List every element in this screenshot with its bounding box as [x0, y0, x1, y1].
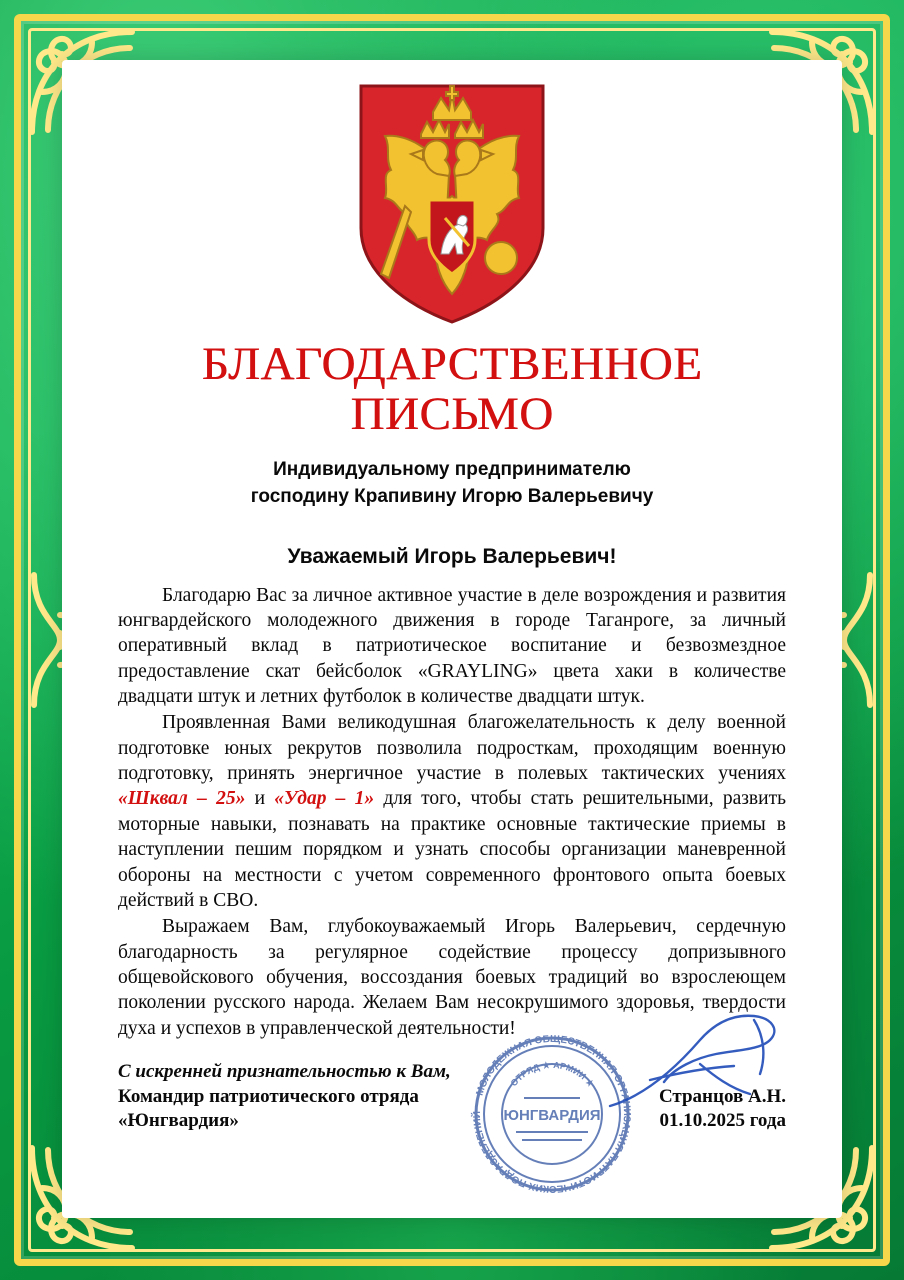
addressee-line-1: Индивидуальному предпринимателю [273, 458, 631, 480]
paragraph-2-part-1: Проявленная Вами великодушная благожелательность к делу военной подготовке юных рекрутов позволила подросткам, проходящим военную подготовку, принять энергичное участие в полевых тактических учениях [118, 712, 786, 785]
paragraph-1: Благодарю Вас за личное активное участие в деле возрождения и развития юнгвардейского молодежного движения в городе Таганроге, за личный оперативный вклад в патриотическое воспитание и безвозмездное предоставление скат бейсболок «GRAYLING» цвета хаки в количестве двадцати штук и летних футболок в количестве двадцати штук. [118, 584, 786, 708]
addressee-line-2: господину Крапивину Игорю Валерьевичу [250, 486, 654, 508]
addressee-block [118, 456, 786, 511]
letter-body [118, 583, 786, 1041]
title-line-1: БЛАГОДАРСТВЕННОЕ [201, 338, 703, 390]
title-line-2: ПИСЬМО [350, 387, 554, 440]
exercise-name-2: «Удар – 1» [274, 788, 375, 810]
exercise-name-1: «Шквал – 25» [118, 788, 246, 810]
paragraph-2 [118, 710, 786, 913]
signoff-line-1: С искренней признательностью к Вам, [118, 1060, 451, 1082]
paragraph-2-join: и [245, 788, 275, 810]
signer-date: 01.10.2025 года [659, 1110, 786, 1132]
paragraph-3: Выражаем Вам, глубокоуважаемый Игорь Валерьевич, сердечную благодарность за регулярное содействие процессу допризывного общевойскового обучения, воссоздания боевых традиций во взрослеющем поколении русского народа. Желаем Вам несокрушимого здоровья, твердости духа и успехов в управленческой деятельности! [118, 916, 786, 1039]
paragraph-2-part-2: для того, чтобы стать решительными, развить моторные навыки, познавать на практике основные тактические приемы в наступлении пешим порядком и узнать способы организации маневренной обороны на местности с учетом современного фронтового опыта боевых действий в СВО. [118, 788, 786, 911]
document-sheet [62, 60, 842, 1218]
stamp-center-text: ЮНГВАРДИЯ [503, 1107, 601, 1124]
signoff-line-2: Командир патриотического отряда [118, 1085, 419, 1107]
salutation: Уважаемый Игорь Валерьевич! [287, 544, 617, 568]
stamp-outer-text: МОЛОДЕЖНАЯ ОБЩЕСТВЕННАЯ ОРГАНИЗАЦИЯ ПАТРИОТИЧЕСКИХ ПОДРАЗДЕЛЕНИЙ [471, 1033, 633, 1195]
stamp-inner-text: ОТРЯД ★ АРМИИ ★ [508, 1059, 597, 1090]
signoff-line-3: «Юнгвардия» [118, 1110, 239, 1132]
page-title [118, 340, 786, 440]
signer-info [659, 1085, 786, 1134]
signer-name: Странцов А.Н. [658, 1085, 786, 1107]
russian-coat-of-arms-icon [345, 78, 559, 330]
document-content [118, 340, 786, 1041]
signoff-left [118, 1060, 548, 1134]
signature-block [118, 1060, 786, 1134]
